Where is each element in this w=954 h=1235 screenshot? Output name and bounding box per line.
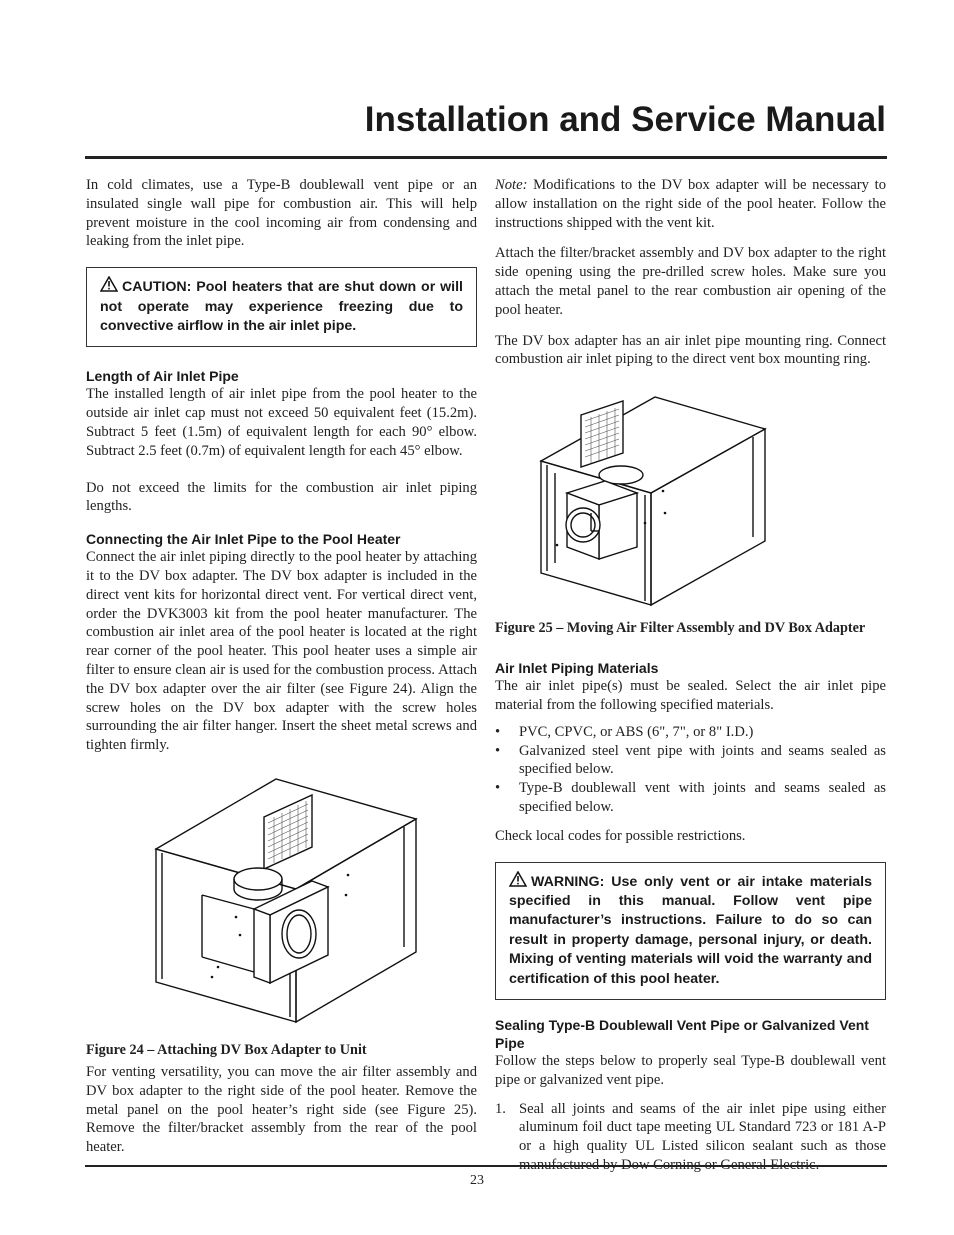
note-label: Note: <box>495 177 528 193</box>
length-heading: Length of Air Inlet Pipe <box>86 368 239 385</box>
materials-paragraph: The air inlet pipe(s) must be sealed. Select the air inlet pipe material from the following specified materials. <box>495 678 886 713</box>
sealing-heading: Sealing Type-B Doublewall Vent Pipe or Galvanized Vent Pipe <box>495 1016 869 1051</box>
step-text: Seal all joints and seams of the air inlet pipe using either aluminum foil duct tape meeting UL Standard 723 or 181 A-P or a high quality UL Listed silicon sealant such as those <box>519 1100 886 1155</box>
right-column <box>495 176 886 1175</box>
intro-paragraph: In cold climates, use a Type-B doublewall vent pipe or an insulated single wall pipe for combustion air. This will help prevent moisture in the cool incoming air from condensing and leaking from the inlet pipe. <box>86 177 477 250</box>
ring-paragraph: The DV box adapter has an air inlet pipe mounting ring. Connect combustion air inlet piping to the direct vent box mounting ring. <box>495 332 886 368</box>
figure-24-illustration <box>86 767 477 1037</box>
caution-text: : Pool heaters that are shut down or will not operate may experience freezing due to convective airflow in the air inlet pipe. <box>100 279 463 334</box>
warning-box <box>495 862 886 1000</box>
list-item: • PVC, CPVC, or ABS (6", 7", or 8" I.D.) <box>495 723 886 742</box>
figure-25-illustration <box>495 373 886 613</box>
warning-triangle-icon <box>100 276 118 292</box>
caution-box <box>86 267 477 347</box>
figure-24-caption: Figure 24 – Attaching DV Box Adapter to Unit <box>86 1041 367 1058</box>
list-item: • Type-B doublewall vent with joints and seams sealed as specified below. <box>495 779 886 817</box>
page-title: Installation and Service Manual <box>364 100 886 139</box>
list-item <box>495 1100 886 1175</box>
materials-list <box>495 723 886 817</box>
left-column <box>86 176 477 1157</box>
warning-triangle-icon <box>509 871 527 887</box>
codes-paragraph: Check local codes for possible restrictions. <box>495 827 746 844</box>
warning-text: : Use only vent or air intake materials specified in this manual. Follow vent pipe manufacturer’s instructions. Failure to do so can result in property damage, personal injury, or death. Mixing of venting materials will void the warranty and certification of this pool heater. <box>509 873 872 987</box>
versatility-paragraph: For venting versatility, you can move the air filter assembly and DV box adapter to the right side of the pool heater. Remove the metal panel on the pool heater’s right side (see Figure 25). Remove the filter/bracket assembly from the rear of the pool heater. <box>86 1063 477 1156</box>
figure-25-caption: Figure 25 – Moving Air Filter Assembly and DV Box Adapter <box>495 620 866 637</box>
attach-paragraph: Attach the filter/bracket assembly and DV box adapter to the right side opening using the pre-drilled screw holes. Make sure you attach the metal panel to the rear combustion air opening of the pool heater. <box>495 245 886 318</box>
footer-rule <box>85 1165 887 1167</box>
sealing-paragraph: Follow the steps below to properly seal Type-B doublewall vent pipe or galvanized vent pipe. <box>495 1052 886 1088</box>
sealing-steps <box>495 1100 886 1175</box>
note-text: Modifications to the DV box adapter will be necessary to allow installation on the right side of the pool heater. Follow the instructions shipped with the vent kit. <box>495 177 886 231</box>
connect-heading: Connecting the Air Inlet Pipe to the Pool Heater <box>86 531 401 548</box>
connect-paragraph: Connect the air inlet piping directly to the pool heater by attaching it to the DV box adapter. The DV box adapter is included in the direct vent kits for horizontal direct vent. For vertical direct vent, order the DVK3003 kit from the pool heater manufacturer. The combustion air inlet area of the pool heater is located at the right rear corner of the pool heater. This pool heater uses a simple air filter to ensure clean air is used for the combustion process. Attach the DV box adapter over the air filter (see Figure 24). Align the screw holes on the DV box adapter with the screw holes surrounding the air filter hanger. Insert the sheet metal screws and tighten firmly. <box>86 549 477 754</box>
warning-label: WARNING <box>531 873 600 890</box>
materials-heading: Air Inlet Piping Materials <box>495 660 659 677</box>
step-number: 1. <box>495 1100 506 1117</box>
list-item: • Galvanized steel vent pipe with joints and seams sealed as specified below. <box>495 742 886 780</box>
length-paragraph-1: The installed length of air inlet pipe from the pool heater to the outside air inlet cap must not exceed 50 equivalent feet (15.2m). Subtract 5 feet (1.5m) of equivalent length for each 90° elbow. Subtract 2.5 feet (0.7m) of equivalent length for each 45° elbow. <box>86 386 477 459</box>
caution-label: CAUTION <box>122 279 187 296</box>
page-number: 23 <box>470 1173 484 1188</box>
length-paragraph-2: Do not exceed the limits for the combustion air inlet piping lengths. <box>86 479 477 515</box>
header-rule <box>85 156 887 159</box>
note-paragraph <box>495 176 886 232</box>
